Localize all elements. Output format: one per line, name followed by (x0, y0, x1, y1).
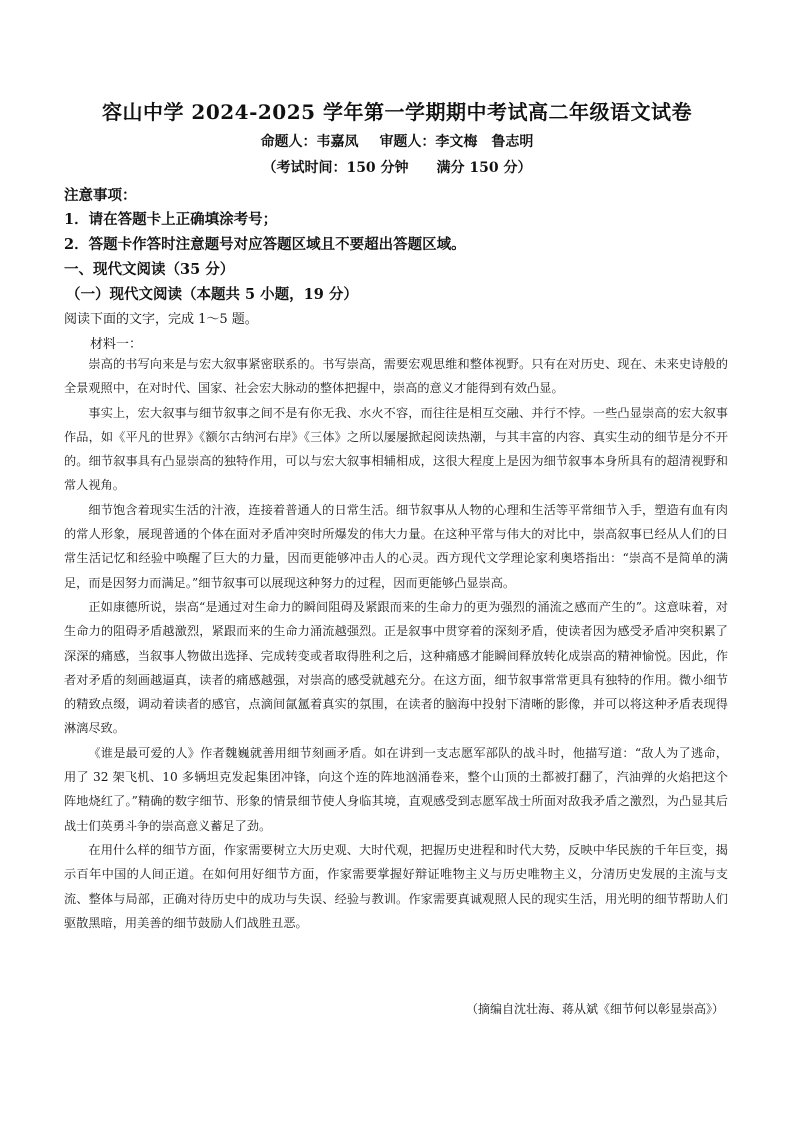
note-item-2: 2．答题卡作答时注意题号对应答题区域且不要超出答题区域。 (64, 236, 466, 253)
article-source: （摘编自沈壮海、蒋从斌《细节何以彰显崇高》） (465, 1002, 724, 1016)
reviewer-label: 审题人：李文梅 鲁志明 (379, 134, 534, 150)
exam-title: 容山中学 2024-2025 学年第一学期期中考试高二年级语文试卷 (101, 100, 693, 124)
exam-authors (0, 131, 794, 151)
article-body (64, 352, 728, 935)
section-title: 一、现代文阅读（35 分） (64, 261, 235, 278)
paragraph-3: 细节饱含着现实生活的汁液，连接着普通人的日常生活。细节叙事从人物的心理和生活等平常细节入手，塑造有血有肉的常人形象，展现普通的个体在面对矛盾冲突时所爆发的伟大力量。在这种平常与伟大的对比中，崇高叙事已经从人们的日常生活记忆和经验中唤醒了巨大的力量，因而更能够冲击人的心灵。西方现代文学理论家利奥塔指出：“崇高不是简单的满足，而是因努力而满足。”细节叙事可以展现这种努力的过程，因而更能够凸显崇高。 (64, 502, 728, 590)
paragraph-5: 《谁是最可爱的人》作者魏巍就善用细节刻画矛盾。如在讲到一支志愿军部队的战斗时，他描写道：“敌人为了逃命，用了 32 架飞机、10 多辆坦克发起集团冲锋，向这个连的阵地汹涌卷来，整个山顶的土都被打翻了，汽油弹的火焰把这个阵地烧红了。”精确的数字细节、形象的情景细节使人身临其境，直观感受到志愿军战士所面对敌我矛盾之激烈，为凸显其后战士们英勇斗争的崇高意义蓄足了劲。 (64, 745, 728, 833)
material-label: 材料一： (90, 337, 143, 352)
paragraph-1: 崇高的书写向来是与宏大叙事紧密联系的。书写崇高，需要宏观思维和整体视野。只有在对历史、现在、未来史诗般的全景观照中，在对时代、国家、社会宏大脉动的整体把握中，崇高的意义才能得到有效凸显。 (64, 357, 728, 396)
paragraph-6: 在用什么样的细节方面，作家需要树立大历史观、大时代观，把握历史进程和时代大势，反映中华民族的千年巨变，揭示百年中国的人间正道。在如何用好细节方面，作家需要掌握好辩证唯物主义与历史唯物主义，分清历史发展的主流与支流、整体与局部，正确对待历史中的成功与失误、经验与教训。作家需要真诚观照人民的现实生活，用光明的细节帮助人们驱散黑暗，用美善的细节鼓励人们战胜丑恶。 (64, 842, 728, 930)
notes-heading: 注意事项： (64, 187, 137, 204)
note-item-1: 1．请在答题卡上正确填涂考号； (64, 211, 278, 228)
setter-label: 命题人：韦嘉凤 (260, 134, 359, 150)
section-subtitle: （一）现代文阅读（本题共 5 小题，19 分） (66, 286, 358, 303)
exam-time-score: （考试时间：150 分钟 满分 150 分） (262, 160, 532, 176)
reading-instruction: 阅读下面的文字，完成 1～5 题。 (64, 312, 258, 327)
paragraph-4: 正如康德所说，崇高“是通过对生命力的瞬间阻碍及紧跟而来的生命力的更为强烈的涌流之感而产生的”。这意味着，对生命力的阻碍矛盾越激烈，紧跟而来的生命力涌流越强烈。正是叙事中贯穿着的深刻矛盾，使读者因为感受矛盾冲突积累了深深的痛感，当叙事人物做出选择、完成转变或者取得胜利之后，这种痛感才能瞬间释放转化成崇高的精神愉悦。因此，作者对矛盾的刻画越逼真，读者的痛感越强，对崇高的感受就越充分。在这方面，细节叙事常常更具有独特的作用。微小细节的精致点缀，调动着读者的感官，点滴间氤氲着真实的氛围，在读者的脑海中投射下清晰的影像，并可以将这种矛盾表现得淋漓尽致。 (64, 599, 728, 736)
paragraph-2: 事实上，宏大叙事与细节叙事之间不是有你无我、水火不容，而往往是相互交融、并行不悖。一些凸显崇高的宏大叙事作品，如《平凡的世界》《额尔古纳河右岸》《三体》之所以屡屡掀起阅读热潮，与其丰富的内容、真实生动的细节是分不开的。细节叙事具有凸显崇高的独特作用，可以与宏大叙事相辅相成，这很大程度上是因为细节叙事本身所具有的超清视野和常人视角。 (64, 405, 728, 493)
